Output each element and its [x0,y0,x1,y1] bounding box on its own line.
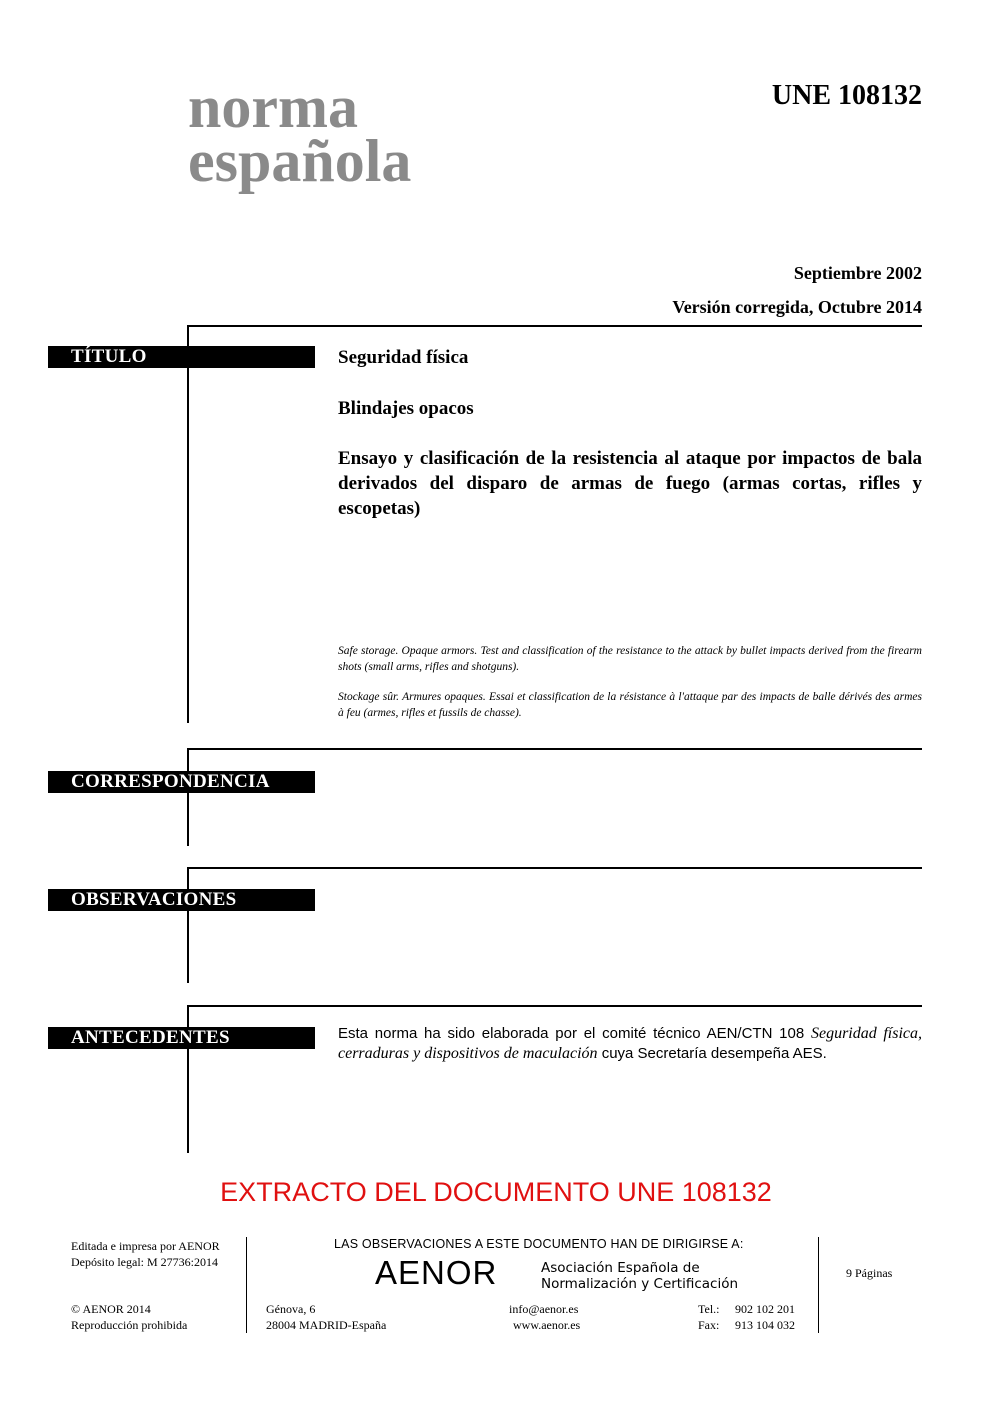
footer-edition [71,1238,220,1270]
antecedentes-label: ANTECEDENTES [48,1027,315,1049]
aenor-logo: AENOR [375,1254,498,1291]
brand-line-norma: norma [188,74,358,140]
footer-copyright: © AENOR 2014 [71,1302,151,1316]
antecedentes-committee: Seguridad física, cerraduras y dispositivos de maculación [338,1025,923,1062]
footer-address-street: Génova, 6 [266,1302,316,1316]
correspondencia-label: CORRESPONDENCIA [48,771,315,793]
antecedentes-text [338,1024,922,1064]
antecedentes-text-start: Esta norma ha sido elaborada por el comité técnico AEN/CTN 108 [338,1025,811,1042]
footer-rights [71,1301,187,1333]
titulo-label: TÍTULO [48,346,315,368]
footer-tel: 902 102 201 [735,1302,795,1316]
aenor-full-line-1: Asociación Española de [541,1260,700,1276]
observaciones-label: OBSERVACIONES [48,889,315,911]
brand-title [188,74,412,194]
french-title: Stockage sûr. Armures opaques. Essai et classification de la résistance à l'attaque par des impacts de balle dérivés des armes à feu (armes, rifles et fussils de chasse). [338,691,922,719]
correspondencia-top-rule [188,748,922,750]
standard-code: UNE 108132 [771,80,922,111]
footer-contact-web [509,1301,580,1333]
footer-email[interactable]: info@aenor.es [509,1302,579,1316]
footer-website[interactable]: www.aenor.es [513,1318,581,1332]
title-line-3: Ensayo y clasificación de la resistencia al ataque por impactos de bala derivados del disparo de armas de fuego (armas cortas, rifles y escopetas) [338,448,922,519]
footer-divider-left [246,1237,247,1333]
antecedentes-top-rule [188,1005,922,1007]
correspondencia-vertical-rule [187,748,189,846]
footer-fax: 913 104 032 [735,1318,795,1332]
footer-edited: Editada e impresa por AENOR [71,1239,220,1253]
title-line-2: Blindajes opacos [338,398,474,419]
publication-date: Septiembre 2002 [793,263,922,283]
brand-line-espanola: española [188,128,412,194]
observaciones-top-rule [188,867,922,869]
footer-tel-label: Tel.: [698,1302,720,1316]
footer-reproduction: Reproducción prohibida [71,1318,188,1332]
extract-notice: EXTRACTO DEL DOCUMENTO UNE 108132 [220,1177,772,1207]
footer-address-city: 28004 MADRID-España [266,1318,387,1332]
footer-deposito: Depósito legal: M 27736:2014 [71,1255,218,1269]
antecedentes-text-end: cuya Secretaría desempeña AES. [597,1045,827,1062]
titulo-vertical-rule [187,325,189,723]
footer-phone-labels [698,1301,734,1333]
footer-phone-values [735,1301,795,1333]
revision-date: Versión corregida, Octubre 2014 [672,297,922,317]
footer-address [266,1301,386,1333]
footer-divider-right [818,1237,819,1333]
footer-notice: LAS OBSERVACIONES A ESTE DOCUMENTO HAN DE DIRIGIRSE A: [334,1237,744,1251]
aenor-full-name [541,1260,738,1292]
observaciones-vertical-rule [187,867,189,983]
titulo-top-rule [188,325,922,327]
aenor-full-line-2: Normalización y Certificación [541,1276,739,1292]
page-count: 9 Páginas [846,1266,893,1280]
footer-fax-label: Fax: [698,1318,720,1332]
title-line-1: Seguridad física [338,347,469,368]
english-title: Safe storage. Opaque armors. Test and classification of the resistance to the attack by bullet impacts derived from the firearm shots (small arms, rifles and shotguns). [338,645,922,673]
